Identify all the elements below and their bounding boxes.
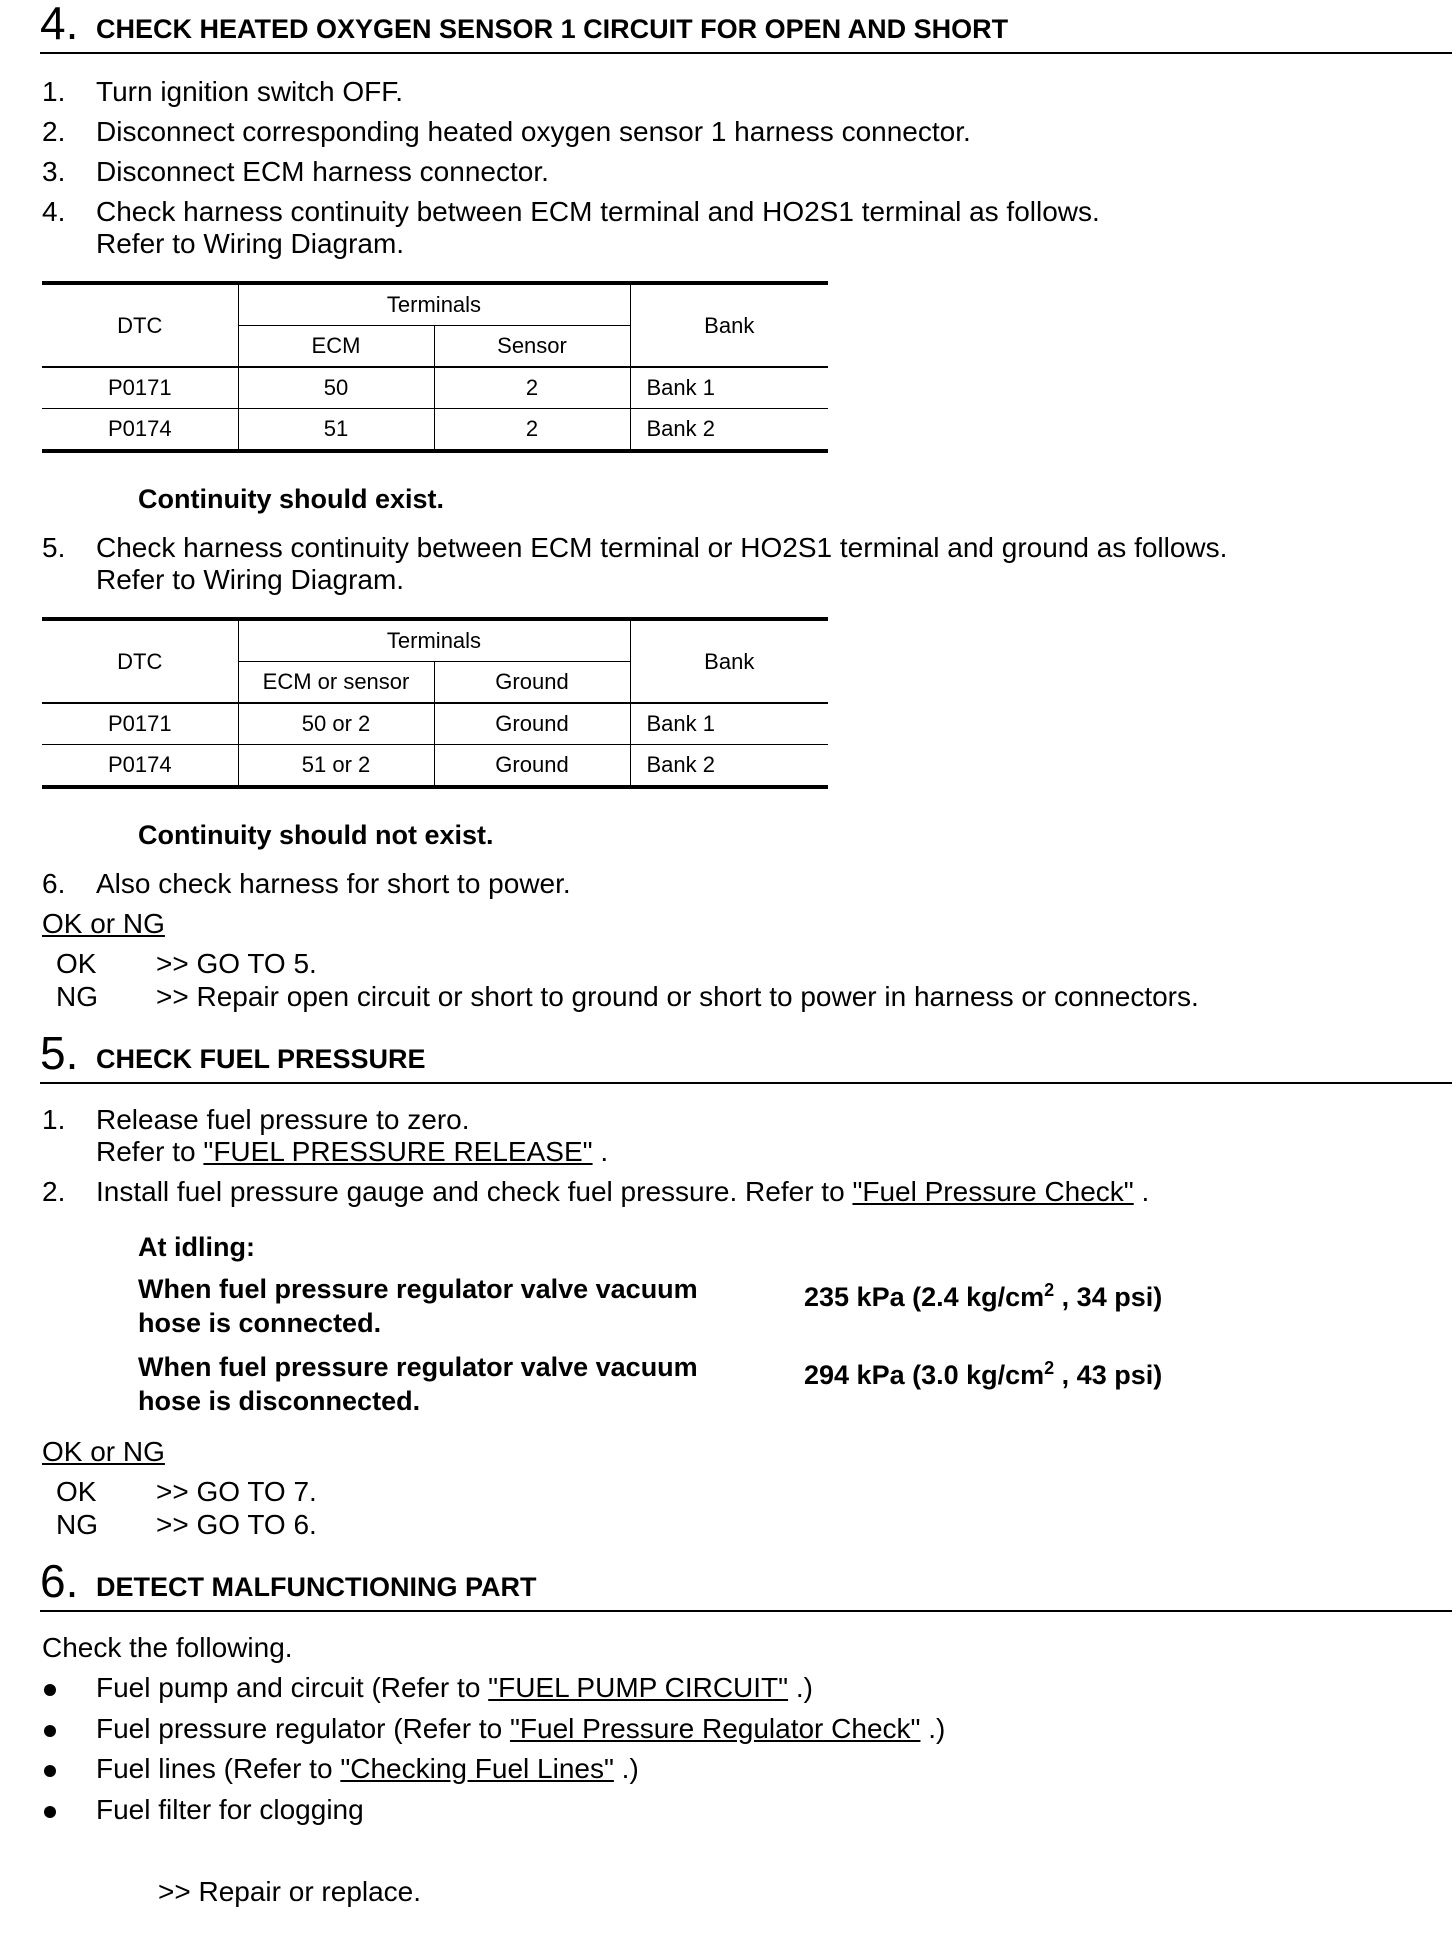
table-cell-dtc: P0174 [42, 409, 238, 452]
bullet-prefix: Fuel pump and circuit (Refer to [96, 1672, 489, 1703]
result-key: NG [56, 981, 98, 1012]
result-key: OK [56, 1476, 97, 1507]
table-cell-ground: Ground [434, 745, 630, 788]
fuel-pressure-check-link[interactable]: "Fuel Pressure Check" [852, 1176, 1134, 1207]
section-4-number: 4. [40, 0, 79, 49]
spec-2-condition-line1: When fuel pressure regulator valve vacuum [138, 1352, 698, 1382]
result-value: >> Repair open circuit or short to ground or short to power in harness or connectors. [156, 981, 1199, 1012]
spec-1-condition-line2: hose is connected. [138, 1308, 382, 1338]
spec-value-text: , 34 psi) [1054, 1282, 1163, 1312]
section-5-number: 5. [40, 1027, 79, 1079]
ok-or-ng-label-5: OK or NG [42, 1436, 165, 1467]
result-key: OK [56, 948, 97, 979]
step-text-prefix: Install fuel pressure gauge and check fuel pressure. Refer to [96, 1176, 853, 1207]
bullet-icon [44, 1765, 56, 1777]
table-header-ground: Ground [434, 662, 630, 704]
step-text: Check harness continuity between ECM terminal or HO2S1 terminal and ground as follows. [96, 532, 1228, 563]
table-header-terminals: Terminals [238, 619, 630, 662]
spec-value-text: , 43 psi) [1054, 1360, 1163, 1390]
continuity-note-2: Continuity should not exist. [138, 820, 494, 850]
step-text: Check harness continuity between ECM terminal and HO2S1 terminal as follows. [96, 196, 1100, 227]
table-cell-dtc: P0171 [42, 367, 238, 409]
step-number: 1. [42, 76, 66, 107]
bullet-icon [44, 1725, 56, 1737]
table-cell-ecm: 50 [238, 367, 434, 409]
table-cell-bank: Bank 1 [630, 703, 828, 745]
continuity-table-1 [42, 281, 828, 453]
section-6-heading [40, 1555, 1452, 1612]
section-4-heading [40, 0, 1452, 54]
table-row [42, 367, 828, 409]
step-text: Also check harness for short to power. [96, 868, 571, 899]
bullet-prefix: Fuel lines (Refer to [96, 1753, 341, 1784]
step-number: 5. [42, 532, 66, 563]
step-text-line2 [96, 1136, 608, 1168]
section-6-number: 6. [40, 1555, 79, 1607]
table-cell-terminal: 50 or 2 [238, 703, 434, 745]
continuity-note-1: Continuity should exist. [138, 484, 445, 514]
table-cell-ground: Ground [434, 703, 630, 745]
table-header-dtc: DTC [42, 283, 238, 367]
step-text [96, 1176, 1149, 1208]
step-text-line2: Refer to Wiring Diagram. [96, 564, 405, 595]
table-header-ecm: ECM [238, 326, 434, 368]
table-header-terminals: Terminals [238, 283, 630, 326]
step-number: 1. [42, 1104, 66, 1135]
spec-value-text: 294 kPa (3.0 kg/cm [804, 1360, 1045, 1390]
table-cell-bank: Bank 2 [630, 409, 828, 452]
result-value: >> GO TO 7. [156, 1476, 317, 1507]
bullet-suffix: .) [613, 1753, 639, 1784]
section-5-heading [40, 1027, 1452, 1084]
step-text-prefix: Refer to [96, 1136, 204, 1167]
table-row [42, 409, 828, 452]
table-header-sensor: Sensor [434, 326, 630, 368]
table-cell-dtc: P0171 [42, 703, 238, 745]
result-key: NG [56, 1509, 98, 1540]
step-text: Turn ignition switch OFF. [96, 76, 404, 107]
step-text: Release fuel pressure to zero. [96, 1104, 470, 1135]
continuity-table-2 [42, 617, 828, 789]
table-cell-bank: Bank 1 [630, 367, 828, 409]
table-header-bank: Bank [630, 283, 828, 367]
table-cell-terminal: 51 or 2 [238, 745, 434, 788]
table-cell-sensor: 2 [434, 409, 630, 452]
table-cell-dtc: P0174 [42, 745, 238, 788]
step-number: 6. [42, 868, 66, 899]
fuel-pump-circuit-link[interactable]: "FUEL PUMP CIRCUIT" [488, 1672, 789, 1703]
fuel-pressure-release-link[interactable]: "FUEL PRESSURE RELEASE" [203, 1136, 593, 1167]
table-header-dtc: DTC [42, 619, 238, 703]
spec-value-superscript: 2 [1044, 1358, 1055, 1378]
table-cell-ecm: 51 [238, 409, 434, 452]
bullet-icon [44, 1684, 56, 1696]
bullet-text [96, 1753, 639, 1785]
ok-or-ng-label-4: OK or NG [42, 908, 165, 939]
bullet-prefix: Fuel filter for clogging [96, 1794, 364, 1825]
step-text: Disconnect corresponding heated oxygen sensor 1 harness connector. [96, 116, 971, 147]
table-header-bank: Bank [630, 619, 828, 703]
bullet-prefix: Fuel pressure regulator (Refer to [96, 1713, 510, 1744]
bullet-text [96, 1794, 364, 1826]
step-number: 2. [42, 1176, 66, 1207]
section-6-title: DETECT MALFUNCTIONING PART [96, 1572, 537, 1602]
fuel-pressure-regulator-check-link[interactable]: "Fuel Pressure Regulator Check" [509, 1713, 921, 1744]
step-text-suffix: . [1133, 1176, 1150, 1207]
spec-2-value [804, 1358, 1162, 1392]
table-cell-sensor: 2 [434, 367, 630, 409]
table-row [42, 703, 828, 745]
table-row [42, 745, 828, 788]
bullet-icon [44, 1806, 56, 1818]
bullet-text [96, 1713, 945, 1745]
step-number: 3. [42, 156, 66, 187]
step-number: 2. [42, 116, 66, 147]
step-number: 4. [42, 196, 66, 227]
spec-value-text: 235 kPa (2.4 kg/cm [804, 1282, 1045, 1312]
bullet-text [96, 1672, 813, 1704]
spec-title: At idling: [138, 1232, 255, 1262]
table-cell-bank: Bank 2 [630, 745, 828, 788]
result-value: >> Repair or replace. [158, 1876, 422, 1907]
table-header-ecm-or-sensor: ECM or sensor [238, 662, 434, 704]
spec-value-superscript: 2 [1044, 1280, 1055, 1300]
section-5-title: CHECK FUEL PRESSURE [96, 1044, 426, 1074]
result-value: >> GO TO 6. [156, 1509, 317, 1540]
spec-1-value [804, 1280, 1162, 1314]
step-text: Disconnect ECM harness connector. [96, 156, 549, 187]
step-text-line2: Refer to Wiring Diagram. [96, 228, 405, 259]
bullet-suffix: .) [920, 1713, 946, 1744]
intro-text: Check the following. [42, 1632, 293, 1663]
spec-2-condition-line2: hose is disconnected. [138, 1386, 421, 1416]
step-text-suffix: . [592, 1136, 609, 1167]
section-4-title: CHECK HEATED OXYGEN SENSOR 1 CIRCUIT FOR OPEN AND SHORT [96, 14, 1009, 44]
checking-fuel-lines-link[interactable]: "Checking Fuel Lines" [340, 1753, 614, 1784]
bullet-suffix: .) [788, 1672, 813, 1703]
result-value: >> GO TO 5. [156, 948, 317, 979]
spec-1-condition-line1: When fuel pressure regulator valve vacuum [138, 1274, 698, 1304]
